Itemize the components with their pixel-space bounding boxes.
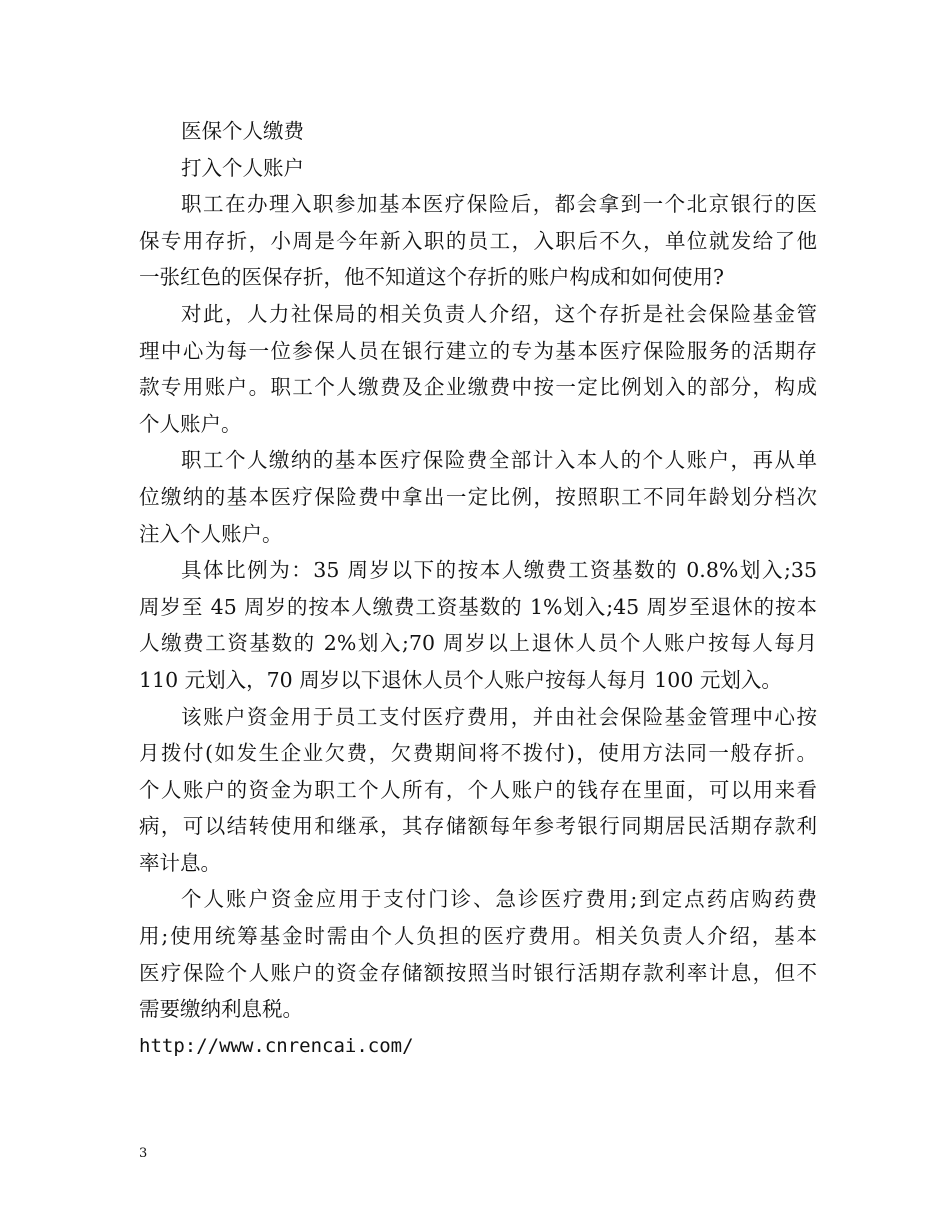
paragraph-line: 理中心为每一位参保人员在银行建立的专为基本医疗保险服务的活期存 [139, 338, 817, 363]
paragraph-line: 病，可以结转使用和继承，其存储额每年参考银行同期居民活期存款利 [139, 814, 817, 839]
paragraph-3 [139, 442, 817, 552]
paragraph-line: 医疗保险个人账户的资金存储额按照当时银行活期存款利率计息，但不 [139, 960, 817, 985]
paragraph-line: 个人账户。 [139, 411, 242, 436]
paragraph-line: 需要缴纳利息税。 [139, 997, 303, 1022]
paragraph-line: 对此，人力社保局的相关负责人介绍，这个存折是社会保险基金管 [181, 301, 817, 326]
paragraph-line: 率计息。 [139, 850, 221, 875]
paragraph-4 [139, 552, 817, 698]
paragraph-6 [139, 881, 817, 1027]
paragraph-line: 该账户资金用于员工支付医疗费用，并由社会保险基金管理中心按 [181, 704, 817, 729]
paragraph-line: 110 元划入，70 周岁以下退休人员个人账户按每人每月 100 元划入。 [139, 667, 782, 692]
paragraph-line: 月拨付(如发生企业欠费，欠费期间将不拨付)，使用方法同一般存折。 [139, 741, 817, 766]
paragraph-line: 个人账户资金应用于支付门诊、急诊医疗费用;到定点药店购药费 [181, 887, 817, 912]
paragraph-5 [139, 699, 817, 882]
heading-line-1: 医保个人缴费 [181, 119, 304, 143]
paragraph-line: 周岁至 45 周岁的按本人缴费工资基数的 1%划入;45 周岁至退休的按本 [139, 594, 817, 619]
paragraph-1 [139, 186, 817, 296]
paragraph-line: 位缴纳的基本医疗保险费中拿出一定比例，按照职工不同年龄划分档次 [139, 484, 817, 509]
paragraph-line: 个人账户的资金为职工个人所有，个人账户的钱存在里面，可以用来看 [139, 777, 817, 802]
page-number: 3 [139, 1146, 148, 1161]
paragraph-line: 人缴费工资基数的 2%划入;70 周岁以上退休人员个人账户按每人每月 [139, 631, 817, 656]
document-body [139, 113, 817, 1064]
paragraph-line: 款专用账户。职工个人缴费及企业缴费中按一定比例划入的部分，构成 [139, 375, 817, 400]
paragraph-line: 注入个人账户。 [139, 521, 283, 546]
paragraph-line: 职工在办理入职参加基本医疗保险后，都会拿到一个北京银行的医 [181, 192, 817, 217]
paragraph-line: 保专用存折，小周是今年新入职的员工，入职后不久，单位就发给了他 [139, 228, 817, 253]
paragraph-line: 具体比例为：35 周岁以下的按本人缴费工资基数的 0.8%划入;35 [181, 558, 817, 583]
source-url: http://www.cnrencai.com/ [139, 1034, 414, 1057]
paragraph-2 [139, 296, 817, 442]
paragraph-line: 职工个人缴纳的基本医疗保险费全部计入本人的个人账户，再从单 [181, 448, 817, 473]
paragraph-line: 用;使用统筹基金时需由个人负担的医疗费用。相关负责人介绍，基本 [139, 924, 817, 949]
paragraph-line: 一张红色的医保存折，他不知道这个存折的账户构成和如何使用? [139, 265, 724, 290]
heading-line-2: 打入个人账户 [181, 155, 304, 180]
